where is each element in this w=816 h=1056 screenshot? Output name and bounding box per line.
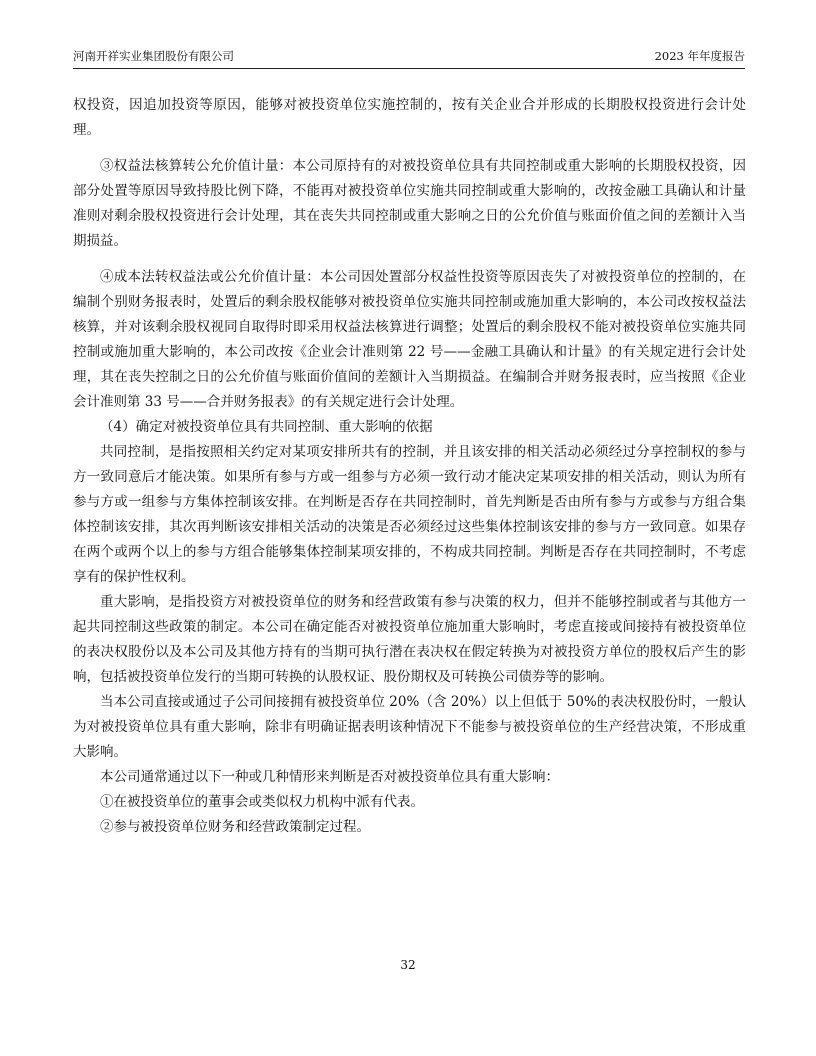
paragraph-joint-control: 共同控制，是指按照相关约定对某项安排所共有的控制，并且该安排的相关活动必须经过分享控制权的参与方一致同意后才能决策。如果所有参与方或一组参与方必须一致行动才能决定某项安排的相关活动，则认为所有参与方或一组参与方集体控制该安排。在判断是否存在共同控制时，首先判断是否由所有参与方或参与方组合集体控制该安排，其次再判断该安排相关活动的决策是否必须经过这些集体控制该安排的参与方一致同意。如果存在两个或两个以上的参与方组合能够集体控制某项安排的，不构成共同控制。判断是否存在共同控制时，不考虑享有的保护性权利。 — [73, 444, 746, 585]
document-body — [73, 93, 746, 840]
section-heading-control-basis: （4）确定对被投资单位具有共同控制、重大影响的依据 — [100, 419, 433, 435]
list-item-board-representation: ①在被投资单位的董事会或类似权力机构中派有代表。 — [100, 794, 424, 810]
header-company-name: 河南开祥实业集团股份有限公司 — [73, 49, 234, 63]
paragraph-continuation: 权投资，因追加投资等原因，能够对被投资单位实施控制的，按有关企业合并形成的长期股权投资进行会计处理。 — [73, 97, 746, 138]
header-report-title: 2023 年年度报告 — [654, 49, 745, 63]
list-item-policy-participation: ②参与被投资单位财务和经营政策制定过程。 — [100, 819, 370, 835]
paragraph-equity-to-fair-value: ③权益法核算转公允价值计量：本公司原持有的对被投资单位具有共同控制或重大影响的长期股权投资，因部分处置等原因导致持股比例下降，不能再对被投资单位实施共同控制或重大影响的，改按金融工具确认和计量准则对剩余股权投资进行会计处理，其在丧失共同控制或重大影响之日的公允价值与账面价值之间的差额计入当期损益。 — [73, 158, 746, 249]
paragraph-criteria-intro: 本公司通常通过以下一种或几种情形来判断是否对被投资单位具有重大影响： — [100, 769, 559, 785]
page-number: 32 — [400, 958, 416, 972]
paragraph-cost-to-equity: ④成本法转权益法或公允价值计量：本公司因处置部分权益性投资等原因丧失了对被投资单位的控制的，在编制个别财务报表时，处置后的剩余股权能够对被投资单位实施共同控制或施加重大影响的，本公司改按权益法核算，并对该剩余股权视同自取得时即采用权益法核算进行调整；处置后的剩余股权不能对被投资单位实施共同控制或施加重大影响的，本公司改按《企业会计准则第 22 号——金融工具确认和计量》的有关规定进行会计处理，其在丧失控制之日的公允价值与账面价值间的差额计入当期损益。在编制合并财务报表时，应当按照《企业会计准则第 33 号——合并财务报表》的有关规定进行会计处理。 — [73, 269, 746, 410]
paragraph-voting-threshold: 当本公司直接或通过子公司间接拥有被投资单位 20%（含 20%）以上但低于 50%的表决权股份时，一般认为对被投资单位具有重大影响，除非有明确证据表明该种情况下不能参与被投资单位的生产经营决策，不形成重大影响。 — [73, 694, 746, 760]
page-header — [73, 48, 745, 69]
paragraph-significant-influence: 重大影响，是指投资方对被投资单位的财务和经营政策有参与决策的权力，但并不能够控制或者与其他方一起共同控制这些政策的制定。本公司在确定能否对被投资单位施加重大影响时，考虑直接或间接持有被投资单位的表决权股份以及本公司及其他方持有的当期可执行潜在表决权在假定转换为对被投资方单位的股权后产生的影响，包括被投资单位发行的当期可转换的认股权证、股份期权及可转换公司债券等的影响。 — [73, 594, 746, 685]
